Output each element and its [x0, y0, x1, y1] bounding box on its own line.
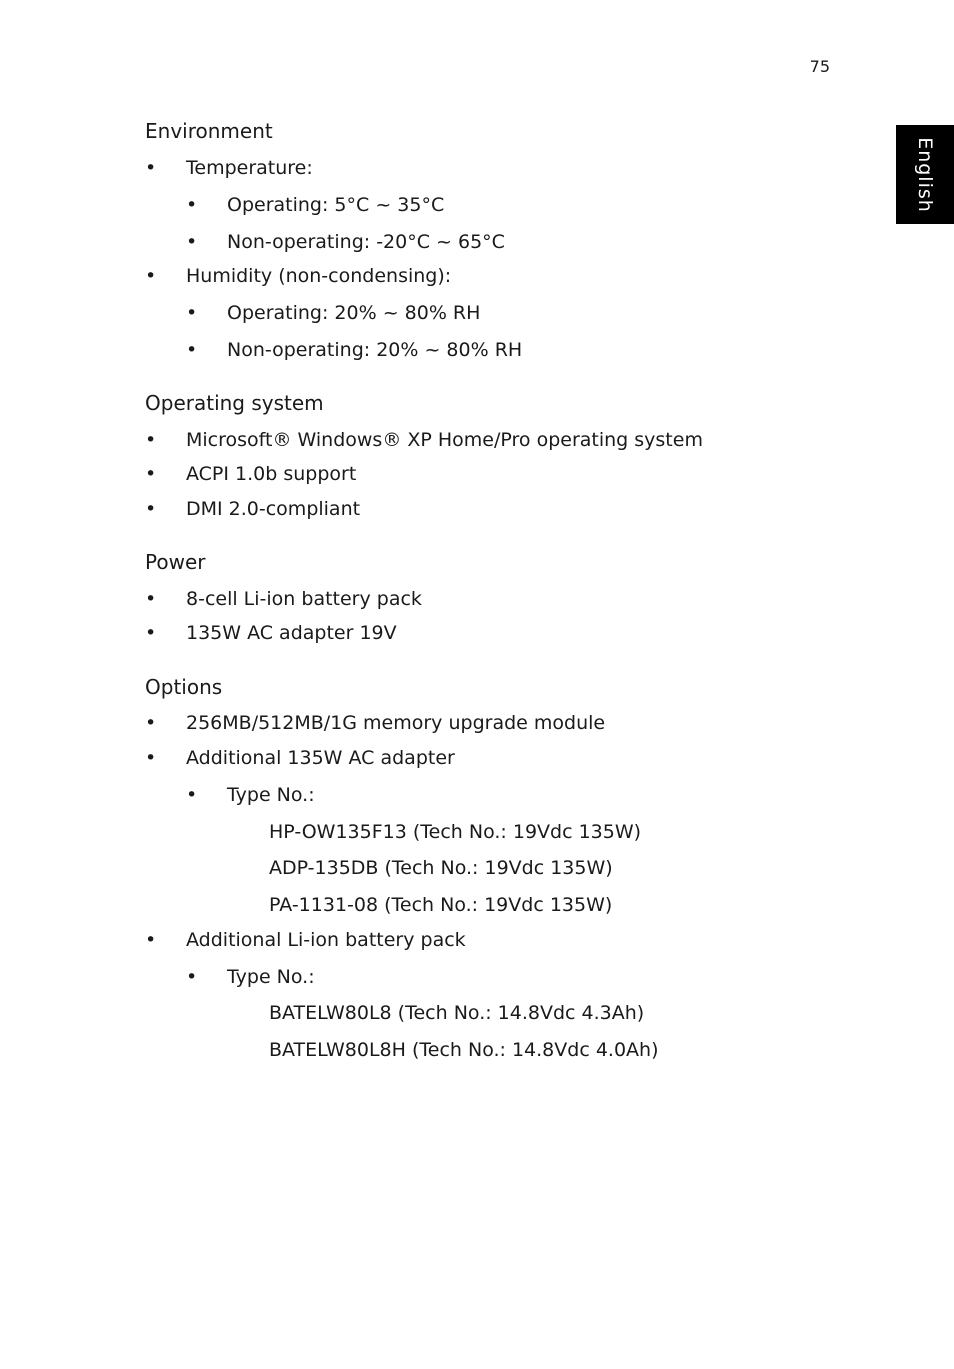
bullet-icon: • — [186, 302, 198, 324]
list-item-text: Humidity (non-condensing): — [186, 265, 452, 287]
bullet-icon: • — [186, 194, 198, 216]
list-item-text: Microsoft® Windows® XP Home/Pro operating system — [186, 429, 703, 451]
list-item-text: PA-1131-08 (Tech No.: 19Vdc 135W) — [269, 894, 613, 916]
list-item — [269, 819, 641, 845]
list-item-text: ACPI 1.0b support — [186, 463, 357, 485]
list-item-text: Type No.: — [227, 966, 315, 988]
list-item-text: BATELW80L8 (Tech No.: 14.8Vdc 4.3Ah) — [269, 1002, 645, 1024]
list-item-text: Type No.: — [227, 784, 315, 806]
bullet-icon: • — [145, 265, 157, 287]
bullet-icon: • — [145, 429, 157, 451]
bullet-icon: • — [145, 157, 157, 179]
list-item-text: Non-operating: 20% ~ 80% RH — [227, 339, 523, 361]
bullet-icon: • — [186, 231, 198, 253]
bullet-icon: • — [145, 929, 157, 951]
list-item-text: 135W AC adapter 19V — [186, 622, 397, 644]
list-item-text: Non-operating: -20°C ~ 65°C — [227, 231, 505, 253]
page-number: 75 — [809, 57, 830, 76]
list-item-text: 256MB/512MB/1G memory upgrade module — [186, 712, 606, 734]
list-item — [269, 1000, 644, 1026]
bullet-icon: • — [145, 463, 157, 485]
bullet-icon: • — [145, 498, 157, 520]
list-item-text: Temperature: — [186, 157, 313, 179]
list-item-text: Operating: 20% ~ 80% RH — [227, 302, 481, 324]
language-tab — [896, 125, 954, 224]
bullet-icon: • — [145, 588, 157, 610]
section-heading-environment: Environment — [145, 119, 273, 143]
language-tab-label: English — [914, 136, 937, 213]
list-item-text: HP-OW135F13 (Tech No.: 19Vdc 135W) — [269, 821, 642, 843]
bullet-icon: • — [186, 966, 198, 988]
list-item-text: Additional Li-ion battery pack — [186, 929, 466, 951]
list-item — [269, 855, 613, 881]
section-heading-options: Options — [145, 675, 223, 699]
list-item-text: DMI 2.0-compliant — [186, 498, 361, 520]
list-item-text: ADP-135DB (Tech No.: 19Vdc 135W) — [269, 857, 613, 879]
list-item-text: Additional 135W AC adapter — [186, 747, 455, 769]
list-item — [269, 1037, 658, 1063]
list-item-text: BATELW80L8H (Tech No.: 14.8Vdc 4.0Ah) — [269, 1039, 659, 1061]
bullet-icon: • — [145, 622, 157, 644]
section-heading-operating-system: Operating system — [145, 391, 324, 415]
bullet-icon: • — [186, 784, 198, 806]
bullet-icon: • — [145, 747, 157, 769]
list-item — [269, 892, 612, 918]
bullet-icon: • — [145, 712, 157, 734]
list-item-text: Operating: 5°C ~ 35°C — [227, 194, 445, 216]
list-item-text: 8-cell Li-ion battery pack — [186, 588, 422, 610]
section-heading-power: Power — [145, 550, 206, 574]
bullet-icon: • — [186, 339, 198, 361]
